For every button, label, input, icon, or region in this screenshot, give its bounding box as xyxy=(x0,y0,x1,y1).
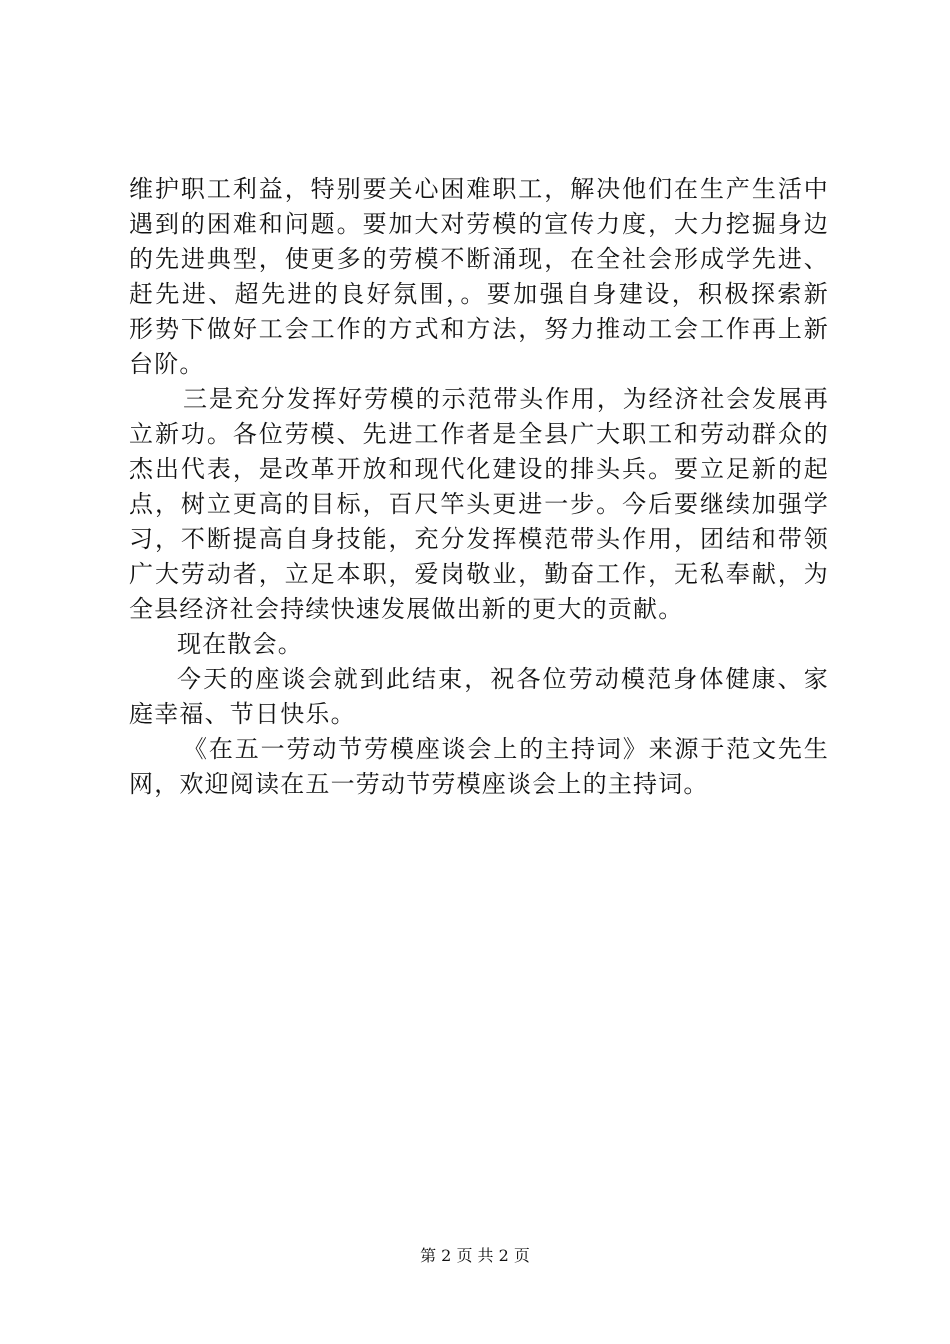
text-line: 网，欢迎阅读在五一劳动节劳模座谈会上的主持词。 xyxy=(129,770,709,798)
paragraph-start-line: 现在散会。 xyxy=(177,630,303,658)
text-line: 的先进典型，使更多的劳模不断涌现，在全社会形成学先进、 xyxy=(129,245,829,273)
text-line: 立新功。各位劳模、先进工作者是全县广大职工和劳动群众的 xyxy=(129,420,829,448)
page-number-footer: 第 2 页 共 2 页 xyxy=(420,1246,530,1265)
text-line: 庭幸福、节日快乐。 xyxy=(129,700,356,728)
text-line: 形势下做好工会工作的方式和方法，努力推动工会工作再上新 xyxy=(129,315,829,343)
text-line: 全县经济社会持续快速发展做出新的更大的贡献。 xyxy=(129,595,684,623)
text-line: 赶先进、超先进的良好氛围，。要加强自身建设，积极探索新 xyxy=(129,280,829,308)
text-line: 遇到的困难和问题。要加大对劳模的宣传力度，大力挖掘身边 xyxy=(129,210,829,238)
paragraph-start-line: 三是充分发挥好劳模的示范带头作用，为经济社会发展再 xyxy=(183,385,829,413)
text-line: 维护职工利益，特别要关心困难职工，解决他们在生产生活中 xyxy=(129,175,829,203)
document-body xyxy=(129,172,829,802)
text-line: 点，树立更高的目标，百尺竿头更进一步。今后要继续加强学 xyxy=(129,490,829,518)
text-line: 台阶。 xyxy=(129,350,205,378)
paragraph-start-line: 《在五一劳动节劳模座谈会上的主持词》来源于范文先生 xyxy=(183,735,829,763)
text-line: 杰出代表，是改革开放和现代化建设的排头兵。要立足新的起 xyxy=(129,455,829,483)
text-line: 习，不断提高自身技能，充分发挥模范带头作用，团结和带领 xyxy=(129,525,829,553)
text-line: 广大劳动者，立足本职，爱岗敬业，勤奋工作，无私奉献，为 xyxy=(129,560,829,588)
paragraph-start-line: 今天的座谈会就到此结束，祝各位劳动模范身体健康、家 xyxy=(177,665,829,693)
